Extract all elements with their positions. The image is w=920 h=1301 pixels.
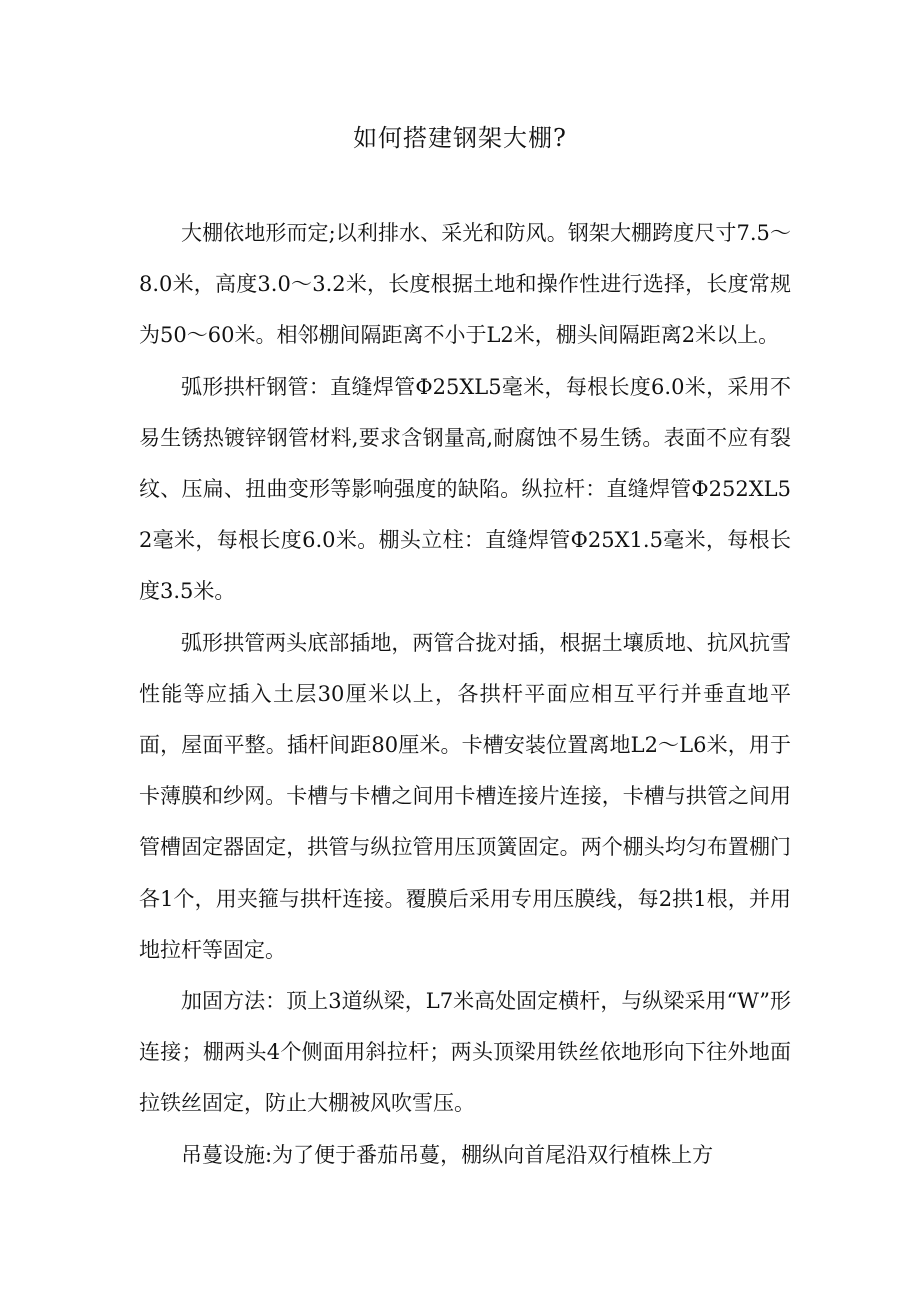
document-body — [139, 208, 791, 1181]
page-title: 如何搭建钢架大棚? — [353, 124, 567, 152]
paragraph-hanging-vines: 吊蔓设施:为了便于番茄吊蔓，棚纵向首尾沿双行植株上方 — [181, 1142, 714, 1167]
paragraph-installation: 弧形拱管两头底部插地，两管合拢对插，根据土壤质地、抗风抗雪性能等应插入土层30厘米以上，各拱杆平面应相互平行并垂直地平面，屋面平整。插杆间距80厘米。卡槽安装位置离地L2～L6米，用于卡薄膜和纱网。卡槽与卡槽之间用卡槽连接片连接，卡槽与拱管之间用管槽固定器固定，拱管与纵拉管用压顶簧固定。两个棚头均匀布置棚门各1个，用夹箍与拱杆连接。覆膜后采用专用压膜线，每2拱1根，并用地拉杆等固定。 — [139, 630, 791, 962]
paragraph-site-dimensions: 大棚依地形而定;以利排水、采光和防风。钢架大棚跨度尺寸7.5～8.0米，高度3.0～3.2米，长度根据土地和操作性进行选择，长度常规为50～60米。相邻棚间隔距离不小于L2米，棚头间隔距离2米以上。 — [139, 221, 791, 348]
paragraph-steel-pipes: 弧形拱杆钢管：直缝焊管Φ25XL5毫米，每根长度6.0米，采用不易生锈热镀锌钢管材料,要求含钢量高,耐腐蚀不易生锈。表面不应有裂纹、压扁、扭曲变形等影响强度的缺陷。纵拉杆：直缝焊管Φ252XL52毫米，每根长度6.0米。棚头立柱：直缝焊管Φ25X1.5毫米，每根长度3.5米。 — [139, 374, 791, 604]
paragraph-reinforcement: 加固方法：顶上3道纵梁，L7米高处固定横杆，与纵梁采用“W”形连接；棚两头4个侧面用斜拉杆；两头顶梁用铁丝依地形向下往外地面拉铁丝固定，防止大棚被风吹雪压。 — [139, 989, 791, 1116]
